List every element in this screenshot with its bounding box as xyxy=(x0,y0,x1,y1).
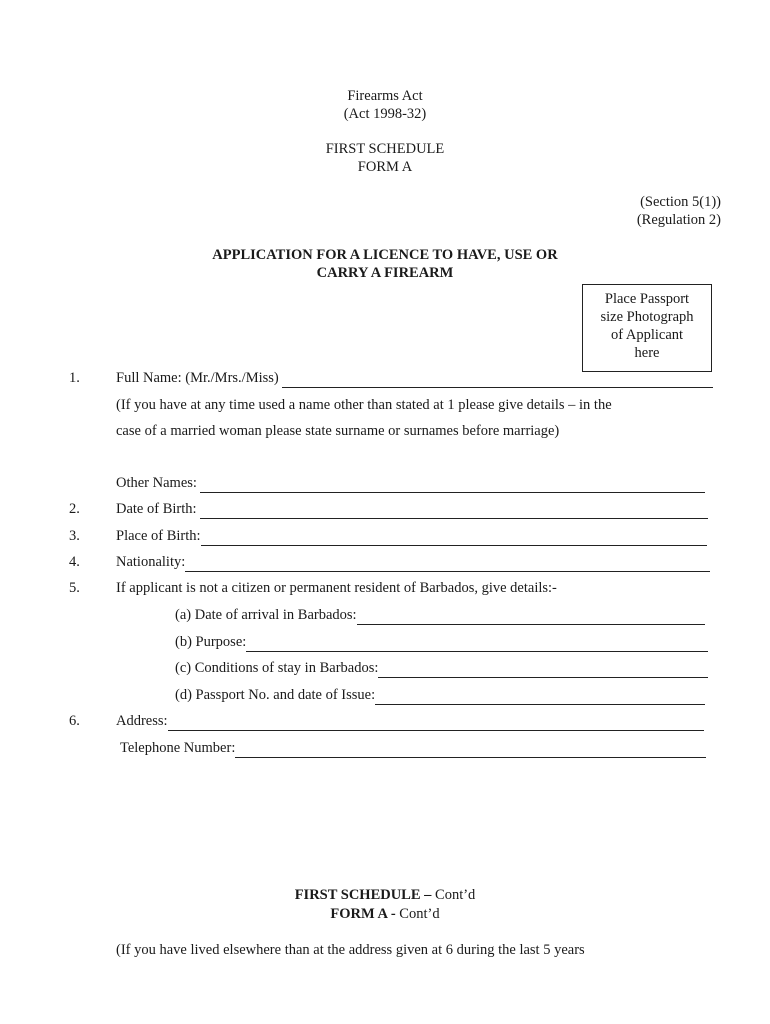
telephone-field[interactable] xyxy=(120,738,706,758)
telephone-line[interactable] xyxy=(235,743,706,758)
lived-elsewhere-text: (If you have lived elsewhere than at the address given at 6 during the last 5 years xyxy=(116,942,585,958)
conditions-of-stay-label: (c) Conditions of stay in Barbados: xyxy=(175,660,379,676)
item-number-2: 2. xyxy=(69,501,80,517)
other-names-field[interactable] xyxy=(116,473,705,493)
arrival-date-line[interactable] xyxy=(357,610,705,625)
continuation-form-rest: Cont’d xyxy=(395,906,440,922)
full-name-label: Full Name: (Mr./Mrs./Miss) xyxy=(116,370,279,386)
other-names-line[interactable] xyxy=(200,478,705,493)
non-citizen-label: If applicant is not a citizen or permanent resident of Barbados, give details:- xyxy=(116,580,557,596)
photo-box-line3: of Applicant xyxy=(610,327,684,343)
passport-line[interactable] xyxy=(375,690,705,705)
name-note-line1: (If you have at any time used a name other than stated at 1 please give details – in the xyxy=(116,397,612,413)
continuation-schedule-bold: FIRST SCHEDULE – xyxy=(294,887,432,903)
date-of-birth-label: Date of Birth: xyxy=(116,501,197,517)
continuation-schedule-rest: Cont’d xyxy=(431,887,476,903)
purpose-field[interactable] xyxy=(175,632,708,652)
full-name-line[interactable] xyxy=(282,373,713,388)
telephone-label: Telephone Number: xyxy=(120,740,236,756)
item-number-5: 5. xyxy=(69,580,80,596)
conditions-of-stay-line[interactable] xyxy=(378,663,708,678)
passport-field[interactable] xyxy=(175,685,705,705)
address-line[interactable] xyxy=(168,716,704,731)
act-title: Firearms Act xyxy=(347,88,423,104)
act-number: (Act 1998-32) xyxy=(343,106,427,122)
purpose-label: (b) Purpose: xyxy=(175,634,247,650)
item-number-1: 1. xyxy=(69,370,80,386)
photo-box-line2: size Photograph xyxy=(600,309,694,325)
date-of-birth-line[interactable] xyxy=(200,504,708,519)
arrival-date-label: (a) Date of arrival in Barbados: xyxy=(175,607,357,623)
place-of-birth-line[interactable] xyxy=(201,531,707,546)
continuation-form xyxy=(0,906,770,923)
name-note-line2: case of a married woman please state surname or surnames before marriage) xyxy=(116,423,560,439)
photo-box-line1: Place Passport xyxy=(604,291,690,307)
date-of-birth-field[interactable] xyxy=(116,499,708,519)
address-field[interactable] xyxy=(116,711,704,731)
item-number-4: 4. xyxy=(69,554,80,570)
nationality-label: Nationality: xyxy=(116,554,186,570)
place-of-birth-field[interactable] xyxy=(116,526,707,546)
item-number-6: 6. xyxy=(69,713,80,729)
application-title-line1: APPLICATION FOR A LICENCE TO HAVE, USE OR xyxy=(212,247,558,263)
passport-label: (d) Passport No. and date of Issue: xyxy=(175,687,376,703)
section-ref: (Section 5(1)) xyxy=(640,194,721,210)
nationality-field[interactable] xyxy=(116,552,710,572)
application-title-line2: CARRY A FIREARM xyxy=(316,265,454,281)
arrival-date-field[interactable] xyxy=(175,605,705,625)
conditions-of-stay-field[interactable] xyxy=(175,658,708,678)
continuation-form-bold: FORM A - xyxy=(330,906,396,922)
nationality-line[interactable] xyxy=(185,557,710,572)
form-title: FORM A xyxy=(357,159,413,175)
regulation-ref: (Regulation 2) xyxy=(636,212,721,228)
schedule-title: FIRST SCHEDULE xyxy=(325,141,445,157)
photo-box-line4: here xyxy=(634,345,660,361)
purpose-line[interactable] xyxy=(246,637,708,652)
place-of-birth-label: Place of Birth: xyxy=(116,528,201,544)
address-label: Address: xyxy=(116,713,168,729)
other-names-label: Other Names: xyxy=(116,475,197,491)
continuation-schedule xyxy=(0,887,770,904)
passport-photo-box xyxy=(582,284,712,372)
item-number-3: 3. xyxy=(69,528,80,544)
full-name-field[interactable] xyxy=(116,368,713,388)
